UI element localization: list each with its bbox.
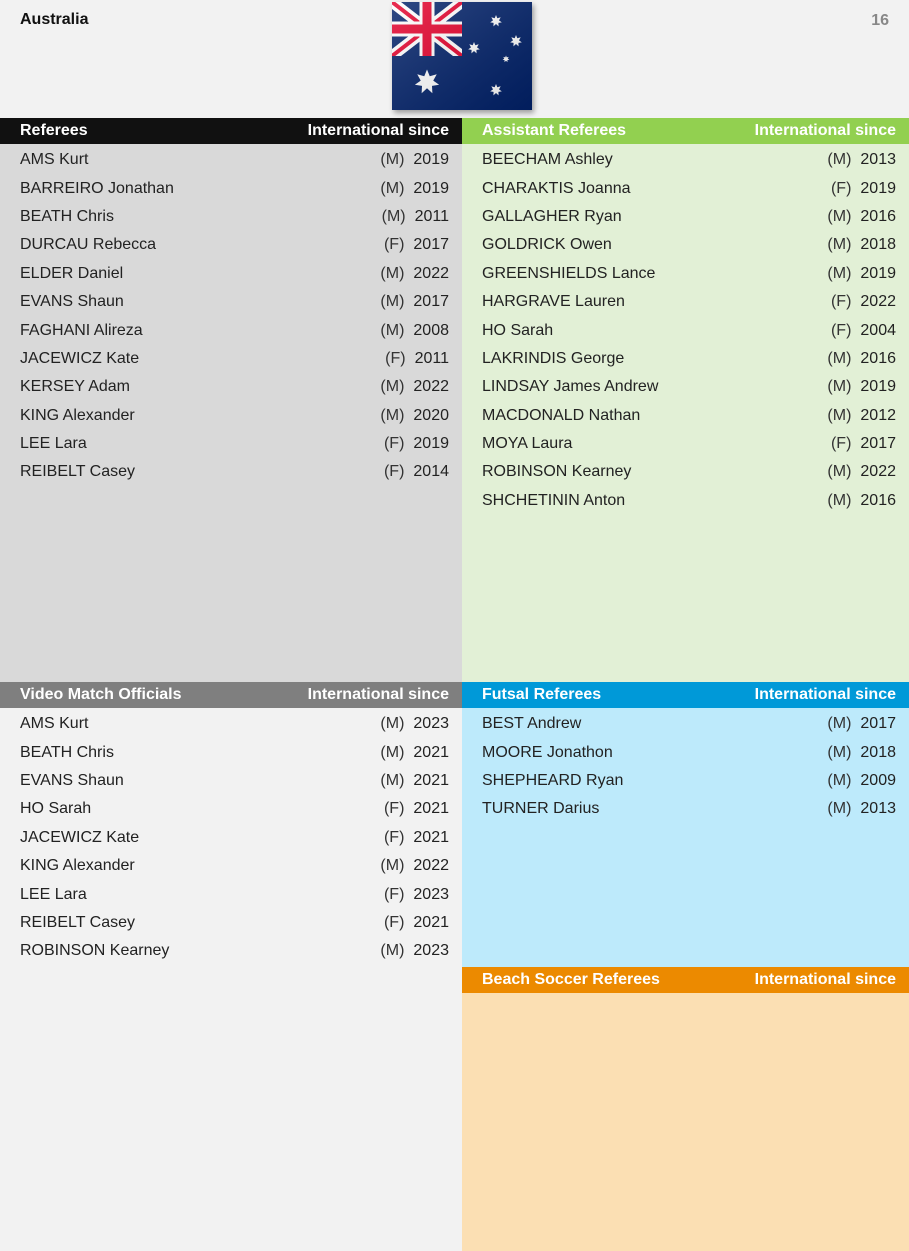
official-meta xyxy=(827,715,896,733)
official-gender: (F) xyxy=(383,885,405,903)
official-year: 2017 xyxy=(860,715,896,733)
official-meta xyxy=(384,886,449,904)
official-meta xyxy=(827,350,896,368)
official-row xyxy=(462,373,909,401)
official-gender: (M) xyxy=(827,406,852,424)
official-meta xyxy=(831,180,896,198)
official-row xyxy=(0,345,462,373)
official-gender: (M) xyxy=(380,321,405,339)
official-meta xyxy=(831,322,896,340)
official-year: 2021 xyxy=(413,743,449,761)
official-gender: (M) xyxy=(827,743,852,761)
since-label: International since xyxy=(754,122,896,139)
country-title: Australia xyxy=(20,11,89,28)
official-name: MOORE Jonathon xyxy=(482,743,613,761)
futsal-referees-header xyxy=(462,682,909,708)
official-meta xyxy=(384,914,449,932)
official-year: 2016 xyxy=(860,207,896,225)
official-meta xyxy=(380,265,449,283)
official-year: 2023 xyxy=(413,942,449,960)
official-name: LEE Lara xyxy=(20,435,87,453)
official-row xyxy=(0,909,462,937)
official-gender: (M) xyxy=(380,942,405,960)
official-row xyxy=(462,203,909,231)
official-name: JACEWICZ Kate xyxy=(20,349,140,367)
official-meta xyxy=(380,322,449,340)
official-name: EVANS Shaun xyxy=(20,293,124,311)
official-year: 2022 xyxy=(860,463,896,481)
official-year: 2013 xyxy=(860,151,896,169)
official-year: 2009 xyxy=(860,771,896,789)
official-year: 2004 xyxy=(860,321,896,339)
official-meta xyxy=(827,378,896,396)
official-year: 2014 xyxy=(413,463,449,481)
official-gender: (F) xyxy=(383,913,405,931)
official-row xyxy=(0,203,462,231)
official-year: 2016 xyxy=(860,349,896,367)
official-year: 2019 xyxy=(860,378,896,396)
official-name: GOLDRICK Owen xyxy=(482,236,612,254)
futsal-referees-list xyxy=(462,708,909,824)
official-row xyxy=(462,710,909,738)
official-gender: (F) xyxy=(830,321,852,339)
official-gender: (M) xyxy=(380,715,405,733)
official-gender: (M) xyxy=(380,151,405,169)
official-meta xyxy=(827,463,896,481)
official-year: 2021 xyxy=(413,828,449,846)
official-gender: (F) xyxy=(383,828,405,846)
official-gender: (M) xyxy=(827,378,852,396)
official-gender: (M) xyxy=(380,179,405,197)
official-name: HARGRAVE Lauren xyxy=(482,293,625,311)
official-gender: (M) xyxy=(827,207,852,225)
official-meta xyxy=(385,350,449,368)
official-row xyxy=(0,824,462,852)
official-meta xyxy=(831,293,896,311)
official-meta xyxy=(380,151,449,169)
official-gender: (M) xyxy=(827,151,852,169)
official-name: GALLAGHER Ryan xyxy=(482,207,622,225)
official-gender: (M) xyxy=(827,800,852,818)
official-row xyxy=(462,767,909,795)
section-title: Assistant Referees xyxy=(482,122,627,139)
official-name: MOYA Laura xyxy=(482,435,573,453)
official-name: LINDSAY James Andrew xyxy=(482,378,659,396)
official-row xyxy=(462,260,909,288)
official-row xyxy=(462,458,909,486)
official-year: 2018 xyxy=(860,236,896,254)
page-number: 16 xyxy=(871,12,889,29)
official-year: 2019 xyxy=(860,179,896,197)
official-name: BEATH Chris xyxy=(20,207,114,225)
official-row xyxy=(0,458,462,486)
official-meta xyxy=(380,942,449,960)
official-row xyxy=(0,880,462,908)
official-meta xyxy=(384,236,449,254)
official-name: REIBELT Casey xyxy=(20,913,136,931)
referees-panel xyxy=(0,118,462,682)
official-meta xyxy=(384,435,449,453)
section-title: Beach Soccer Referees xyxy=(482,971,660,988)
referees-list xyxy=(0,144,462,487)
official-year: 2018 xyxy=(860,743,896,761)
official-row xyxy=(462,738,909,766)
official-gender: (M) xyxy=(380,378,405,396)
official-year: 2019 xyxy=(413,179,449,197)
official-name: BEST Andrew xyxy=(482,715,582,733)
official-gender: (F) xyxy=(383,435,405,453)
assistant-referees-header xyxy=(462,118,909,144)
official-year: 2021 xyxy=(413,913,449,931)
official-row xyxy=(0,937,462,965)
official-row xyxy=(0,767,462,795)
official-meta xyxy=(380,857,449,875)
official-gender: (M) xyxy=(827,491,852,509)
official-meta xyxy=(384,829,449,847)
official-row xyxy=(0,288,462,316)
official-gender: (M) xyxy=(827,236,852,254)
official-meta xyxy=(827,208,896,226)
official-row xyxy=(0,852,462,880)
official-meta xyxy=(827,492,896,510)
since-label: International since xyxy=(754,971,896,988)
official-meta xyxy=(380,180,449,198)
official-meta xyxy=(384,800,449,818)
official-row xyxy=(462,231,909,259)
official-name: DURCAU Rebecca xyxy=(20,236,157,254)
official-meta xyxy=(380,293,449,311)
futsal-referees-panel xyxy=(462,682,909,967)
official-row xyxy=(462,345,909,373)
video-match-officials-panel xyxy=(0,682,462,1251)
official-year: 2011 xyxy=(414,349,449,367)
official-name: CHARAKTIS Joanna xyxy=(482,179,631,197)
official-meta xyxy=(831,435,896,453)
official-year: 2023 xyxy=(413,715,449,733)
official-meta xyxy=(380,744,449,762)
official-row xyxy=(462,795,909,823)
official-row xyxy=(462,430,909,458)
official-meta xyxy=(380,715,449,733)
official-name: ROBINSON Kearney xyxy=(482,463,632,481)
official-year: 2016 xyxy=(860,491,896,509)
official-name: BEATH Chris xyxy=(20,743,114,761)
section-title: Video Match Officials xyxy=(20,686,182,703)
official-year: 2013 xyxy=(860,800,896,818)
australia-flag-icon xyxy=(392,2,532,110)
official-meta xyxy=(380,378,449,396)
official-name: TURNER Darius xyxy=(482,800,600,818)
official-gender: (F) xyxy=(383,800,405,818)
since-label: International since xyxy=(754,686,896,703)
official-gender: (M) xyxy=(827,264,852,282)
official-year: 2019 xyxy=(413,435,449,453)
beach-soccer-referees-header xyxy=(462,967,909,993)
assistant-referees-list xyxy=(462,144,909,515)
official-year: 2017 xyxy=(413,293,449,311)
official-gender: (F) xyxy=(830,293,852,311)
official-gender: (F) xyxy=(830,179,852,197)
official-year: 2021 xyxy=(413,771,449,789)
official-year: 2022 xyxy=(860,293,896,311)
section-title: Futsal Referees xyxy=(482,686,602,703)
official-year: 2020 xyxy=(413,406,449,424)
official-row xyxy=(462,146,909,174)
official-year: 2022 xyxy=(413,378,449,396)
official-gender: (F) xyxy=(830,435,852,453)
official-name: KING Alexander xyxy=(20,406,135,424)
official-name: ELDER Daniel xyxy=(20,264,124,282)
official-gender: (M) xyxy=(827,349,852,367)
official-gender: (F) xyxy=(383,236,405,254)
official-gender: (M) xyxy=(380,406,405,424)
official-gender: (M) xyxy=(827,463,852,481)
official-gender: (M) xyxy=(380,264,405,282)
assistant-referees-panel xyxy=(462,118,909,682)
official-gender: (M) xyxy=(827,771,852,789)
official-meta xyxy=(380,772,449,790)
official-gender: (M) xyxy=(380,743,405,761)
official-name: HO Sarah xyxy=(482,321,554,339)
official-meta xyxy=(827,151,896,169)
section-title: Referees xyxy=(20,122,88,139)
official-name: HO Sarah xyxy=(20,800,92,818)
official-name: FAGHANI Alireza xyxy=(20,321,143,339)
since-label: International since xyxy=(307,686,449,703)
official-year: 2008 xyxy=(413,321,449,339)
official-year: 2011 xyxy=(414,207,449,225)
official-year: 2021 xyxy=(413,800,449,818)
official-meta xyxy=(827,236,896,254)
official-row xyxy=(462,288,909,316)
official-gender: (F) xyxy=(385,349,406,367)
official-year: 2019 xyxy=(860,264,896,282)
official-row xyxy=(0,146,462,174)
official-meta xyxy=(380,407,449,425)
official-gender: (M) xyxy=(380,771,405,789)
official-name: SHCHETININ Anton xyxy=(482,491,626,509)
official-row xyxy=(462,174,909,202)
official-meta xyxy=(827,744,896,762)
official-row xyxy=(0,260,462,288)
official-meta xyxy=(827,407,896,425)
beach-soccer-referees-panel xyxy=(462,967,909,1251)
official-row xyxy=(462,402,909,430)
official-name: AMS Kurt xyxy=(20,715,89,733)
official-year: 2019 xyxy=(413,151,449,169)
official-gender: (M) xyxy=(827,715,852,733)
official-name: BARREIRO Jonathan xyxy=(20,179,174,197)
official-name: AMS Kurt xyxy=(20,151,89,169)
official-row xyxy=(0,430,462,458)
official-name: ROBINSON Kearney xyxy=(20,942,170,960)
official-row xyxy=(0,710,462,738)
official-year: 2022 xyxy=(413,264,449,282)
official-name: LAKRINDIS George xyxy=(482,349,625,367)
official-row xyxy=(462,487,909,515)
official-meta xyxy=(382,208,449,226)
official-row xyxy=(0,738,462,766)
official-year: 2017 xyxy=(413,236,449,254)
official-row xyxy=(0,402,462,430)
official-name: KING Alexander xyxy=(20,857,135,875)
official-row xyxy=(462,316,909,344)
official-name: MACDONALD Nathan xyxy=(482,406,641,424)
official-gender: (M) xyxy=(380,857,405,875)
official-row xyxy=(0,231,462,259)
video-match-officials-list xyxy=(0,708,462,966)
official-name: EVANS Shaun xyxy=(20,771,124,789)
official-row xyxy=(0,373,462,401)
official-name: SHEPHEARD Ryan xyxy=(482,771,624,789)
video-match-officials-header xyxy=(0,682,462,708)
official-name: BEECHAM Ashley xyxy=(482,151,613,169)
official-meta xyxy=(827,772,896,790)
official-name: JACEWICZ Kate xyxy=(20,828,140,846)
referees-header xyxy=(0,118,462,144)
official-name: GREENSHIELDS Lance xyxy=(482,264,656,282)
beach-soccer-referees-list xyxy=(462,993,909,995)
official-meta xyxy=(827,800,896,818)
official-gender: (M) xyxy=(381,207,406,225)
official-row xyxy=(0,795,462,823)
official-year: 2012 xyxy=(860,406,896,424)
official-row xyxy=(0,174,462,202)
official-gender: (M) xyxy=(380,293,405,311)
official-year: 2023 xyxy=(413,885,449,903)
since-label: International since xyxy=(307,122,449,139)
official-name: KERSEY Adam xyxy=(20,378,130,396)
official-year: 2017 xyxy=(860,435,896,453)
official-meta xyxy=(384,463,449,481)
official-gender: (F) xyxy=(383,463,405,481)
official-meta xyxy=(827,265,896,283)
official-name: LEE Lara xyxy=(20,885,87,903)
official-year: 2022 xyxy=(413,857,449,875)
official-row xyxy=(0,316,462,344)
official-name: REIBELT Casey xyxy=(20,463,136,481)
